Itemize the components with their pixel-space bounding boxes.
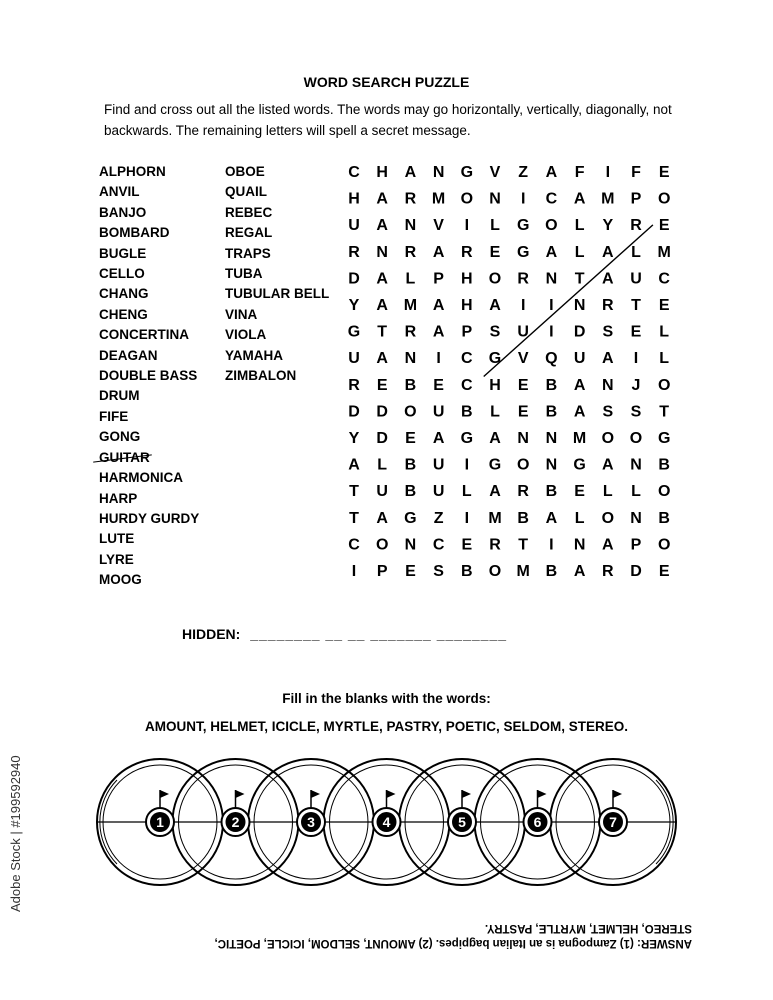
- grid-letter: I: [549, 536, 554, 554]
- grid-letter: L: [461, 483, 472, 501]
- grid-letter: I: [549, 323, 554, 341]
- word-list-item: HURDY GURDY: [99, 510, 200, 526]
- grid-letter: T: [349, 483, 359, 501]
- grid-letter: J: [631, 376, 641, 394]
- grid-letter: N: [630, 509, 642, 527]
- grid-letter: O: [629, 430, 643, 447]
- word-list-item: LYRE: [99, 551, 134, 567]
- flag-icon: [387, 790, 396, 798]
- grid-letter: G: [657, 430, 671, 447]
- grid-letter: Y: [602, 217, 614, 235]
- grid-letter: E: [658, 217, 670, 235]
- grid-letter: A: [602, 456, 614, 474]
- grid-letter: P: [461, 323, 473, 341]
- grid-letter: U: [432, 483, 445, 501]
- grid-letter: E: [574, 483, 585, 501]
- grid-letter: L: [490, 403, 500, 421]
- grid-letter: A: [573, 376, 586, 394]
- circle-number: 1: [156, 814, 164, 830]
- flag-icon: [311, 790, 320, 798]
- grid-letter: B: [545, 563, 558, 580]
- grid-letter: T: [349, 509, 359, 527]
- grid-letter: P: [433, 270, 444, 288]
- grid-letter: M: [488, 509, 502, 527]
- word-list-item: GUITAR: [99, 448, 199, 468]
- word-list-item: FIFE: [99, 408, 129, 424]
- word-list-column-1: [99, 162, 199, 591]
- grid-letter: U: [630, 270, 642, 288]
- circle-number: 2: [231, 814, 240, 830]
- grid-letter: E: [461, 536, 473, 554]
- grid-letter: A: [348, 456, 360, 474]
- circle-number: 3: [307, 814, 315, 830]
- grid-letter: A: [432, 430, 445, 447]
- grid-letter: I: [520, 190, 526, 208]
- grid-letter: Z: [433, 509, 444, 527]
- word-list-item: TUBULAR BELL: [225, 286, 330, 302]
- circle-number: 6: [533, 814, 542, 830]
- grid-letter: A: [602, 536, 614, 554]
- grid-letter: A: [376, 190, 388, 208]
- grid-letter: T: [659, 403, 670, 421]
- instructions: Find and cross out all the listed words. The words may go horizontally, vertically, diagonally, not backwards. The remaining letters will spell a secret message.: [104, 102, 672, 138]
- grid-letter: C: [461, 376, 473, 394]
- found-word-strike-line: [484, 225, 653, 377]
- word-list-item: BANJO: [99, 204, 147, 220]
- word-list-item: VINA: [225, 306, 258, 322]
- grid-letter: L: [631, 243, 641, 261]
- word-list-item: CELLO: [99, 266, 145, 282]
- grid-letter: B: [658, 509, 670, 527]
- stock-watermark-id: Adobe Stock | #199592940: [8, 755, 23, 912]
- grid-letter: H: [461, 270, 473, 288]
- word-list-item: ZIMBALON: [225, 368, 297, 384]
- grid-letter: N: [573, 297, 586, 314]
- word-list-item: REBEC: [225, 204, 273, 220]
- grid-letter: B: [404, 376, 417, 394]
- grid-letter: N: [517, 430, 529, 447]
- flag-icon: [236, 790, 245, 798]
- grid-letter: O: [488, 270, 502, 288]
- grid-letter: G: [347, 323, 361, 341]
- grid-letter: R: [489, 536, 501, 554]
- grid-letter: S: [489, 323, 501, 341]
- word-list-item: CONCERTINA: [99, 327, 189, 343]
- grid-letter: U: [348, 217, 360, 235]
- grid-letter: A: [602, 350, 614, 368]
- word-list-item: CHANG: [99, 286, 149, 302]
- grid-letter: O: [657, 483, 671, 501]
- grid-letter: D: [573, 323, 586, 341]
- grid-letter: R: [602, 297, 614, 314]
- word-list-item: YAMAHA: [225, 347, 284, 363]
- grid-letter: A: [573, 403, 586, 421]
- grid-letter: H: [348, 190, 360, 208]
- grid-letter: L: [574, 243, 585, 261]
- grid-letter: C: [348, 164, 360, 181]
- grid-letter: O: [657, 190, 671, 208]
- grid-letter: E: [517, 376, 529, 394]
- grid-letter: O: [545, 217, 558, 235]
- grid-letter: D: [348, 403, 360, 421]
- grid-letter: A: [376, 217, 388, 235]
- grid-letter: N: [545, 430, 558, 447]
- grid-letter: B: [658, 456, 670, 474]
- grid-letter: S: [433, 563, 444, 580]
- grid-letter: P: [376, 563, 388, 580]
- grid-letter: R: [461, 243, 473, 261]
- grid-letter: I: [464, 456, 470, 474]
- grid-letter: A: [432, 323, 445, 341]
- grid-letter: D: [630, 563, 642, 580]
- grid-letter: T: [377, 323, 388, 341]
- grid-letter: G: [516, 243, 530, 261]
- grid-letter: E: [630, 323, 642, 341]
- grid-letter: Y: [348, 297, 360, 314]
- grid-letter: Z: [518, 164, 529, 181]
- grid-letter: B: [461, 403, 473, 421]
- grid-letter: N: [376, 243, 388, 261]
- grid-letter: P: [630, 536, 642, 554]
- grid-letter: S: [630, 403, 642, 421]
- circle-number: 4: [382, 814, 391, 830]
- word-list-item: MOOG: [99, 572, 142, 588]
- grid-letter: A: [376, 270, 388, 288]
- grid-letter: B: [461, 563, 473, 580]
- grid-letter: H: [489, 376, 501, 394]
- grid-letter: U: [573, 350, 586, 368]
- grid-letter: A: [489, 483, 501, 501]
- word-list-item: TRAPS: [225, 245, 271, 261]
- grid-letter: N: [432, 164, 445, 181]
- hidden-message-line: [182, 626, 507, 642]
- grid-letter: D: [376, 430, 388, 447]
- word-list-item: LUTE: [99, 531, 135, 547]
- grid-letter: A: [573, 190, 586, 208]
- grid-letter: D: [348, 270, 360, 288]
- grid-letter: D: [376, 403, 388, 421]
- grid-letter: V: [517, 350, 529, 368]
- grid-letter: A: [489, 430, 501, 447]
- grid-letter: O: [375, 536, 389, 554]
- word-list-item: BOMBARD: [99, 225, 170, 241]
- word-list-item: DOUBLE BASS: [99, 368, 198, 384]
- grid-letter: I: [520, 297, 526, 314]
- grid-letter: N: [545, 270, 558, 288]
- grid-letter: M: [572, 430, 587, 447]
- word-list-item: OBOE: [225, 164, 265, 179]
- word-list-item: GONG: [99, 429, 141, 445]
- grid-letter: A: [376, 509, 388, 527]
- grid-letter: L: [405, 270, 416, 288]
- hidden-label: HIDDEN:: [182, 626, 241, 642]
- grid-letter: B: [517, 509, 529, 527]
- word-list-item: VIOLA: [225, 327, 267, 343]
- grid-letter: I: [464, 509, 470, 527]
- grid-letter: A: [376, 297, 388, 314]
- flag-icon: [160, 790, 169, 798]
- grid-letter: I: [605, 164, 611, 181]
- fill-in-word-list: AMOUNT, HELMET, ICICLE, MYRTLE, PASTRY, POETIC, SELDOM, STEREO.: [144, 719, 629, 734]
- grid-letter: N: [630, 456, 642, 474]
- grid-letter: A: [404, 164, 417, 181]
- grid-letter: C: [348, 536, 360, 554]
- grid-letter: M: [431, 190, 446, 208]
- grid-letter: L: [659, 350, 670, 368]
- grid-letter: B: [545, 376, 558, 394]
- word-list-column-2: [225, 162, 329, 386]
- grid-letter: R: [348, 243, 360, 261]
- grid-letter: M: [601, 190, 615, 208]
- grid-letter: L: [490, 217, 500, 235]
- grid-letter: R: [630, 217, 642, 235]
- word-list-item: DRUM: [99, 388, 140, 404]
- circle-number: 7: [609, 814, 617, 830]
- grid-letter: N: [573, 536, 586, 554]
- word-list-item: BUGLE: [99, 245, 147, 261]
- grid-letter: V: [489, 164, 501, 181]
- grid-letter: T: [518, 536, 529, 554]
- grid-letter: M: [403, 297, 418, 314]
- grid-letter: S: [602, 323, 614, 341]
- grid-letter: S: [602, 403, 614, 421]
- grid-letter: N: [545, 456, 558, 474]
- grid-letter: G: [460, 164, 474, 181]
- grid-letter: B: [545, 403, 558, 421]
- grid-letter: H: [376, 164, 388, 181]
- grid-letter: A: [376, 350, 388, 368]
- letter-grid: [340, 155, 680, 615]
- grid-letter: A: [489, 297, 501, 314]
- circle-chain-puzzle: [90, 742, 690, 902]
- grid-letter: E: [405, 563, 416, 580]
- grid-letter: N: [489, 190, 501, 208]
- grid-letter: L: [574, 217, 585, 235]
- grid-letter: E: [376, 376, 388, 394]
- puzzle-title: WORD SEARCH PUZZLE: [303, 74, 470, 90]
- grid-letter: I: [464, 217, 470, 235]
- grid-letter: F: [574, 164, 585, 181]
- word-list-item: CHENG: [99, 306, 148, 322]
- grid-letter: O: [657, 536, 671, 554]
- answer-line-2: STEREO, HELMET, MYRTLE, PASTRY.: [484, 922, 692, 934]
- grid-letter: R: [348, 376, 360, 394]
- grid-letter: G: [488, 456, 502, 474]
- grid-letter: G: [404, 509, 417, 527]
- grid-letter: R: [404, 190, 417, 208]
- grid-letter: L: [574, 509, 585, 527]
- grid-letter: U: [432, 403, 445, 421]
- grid-letter: I: [549, 297, 554, 314]
- grid-letter: O: [601, 509, 615, 527]
- circle-number: 5: [458, 814, 466, 830]
- grid-letter: C: [545, 190, 558, 208]
- grid-letter: N: [404, 217, 417, 235]
- grid-letter: U: [517, 323, 529, 341]
- grid-letter: A: [545, 509, 558, 527]
- grid-letter: L: [377, 456, 388, 474]
- grid-letter: L: [602, 483, 613, 501]
- grid-letter: R: [404, 323, 417, 341]
- grid-letter: T: [574, 270, 585, 288]
- grid-letter: E: [658, 164, 670, 181]
- answer-line-1: ANSWER: (1) Zampogna is an Italian bagpipes. (2) AMOUNT, SELDOM, ICICLE, POETIC,: [214, 937, 692, 949]
- grid-letter: R: [602, 563, 614, 580]
- word-list-item: ALPHORN: [99, 164, 166, 179]
- grid-letter: B: [545, 483, 558, 501]
- hidden-blanks: ________ __ __ _______ ________: [250, 626, 508, 642]
- grid-letter: R: [517, 483, 529, 501]
- upside-down-answer: [172, 920, 692, 950]
- word-list-item: ANVIL: [99, 184, 140, 200]
- grid-letter: A: [432, 243, 445, 261]
- grid-letter: C: [658, 270, 670, 288]
- grid-letter: B: [404, 483, 417, 501]
- fill-in-title: Fill in the blanks with the words:: [282, 691, 491, 706]
- grid-letter: I: [436, 350, 441, 368]
- grid-letter: A: [602, 270, 614, 288]
- grid-letter: F: [631, 164, 641, 181]
- grid-letter: T: [631, 297, 641, 314]
- grid-letter: U: [376, 483, 388, 501]
- grid-letter: A: [602, 243, 614, 261]
- grid-letter: G: [516, 217, 530, 235]
- grid-letter: C: [461, 350, 473, 368]
- grid-letter: A: [573, 563, 586, 580]
- grid-letter: B: [404, 456, 417, 474]
- grid-letter: Y: [348, 430, 360, 447]
- grid-letter: E: [517, 403, 529, 421]
- flag-icon: [538, 790, 547, 798]
- grid-letter: G: [488, 350, 502, 368]
- flag-icon: [613, 790, 622, 798]
- grid-letter: O: [601, 430, 615, 447]
- grid-letter: O: [488, 563, 502, 580]
- grid-letter: R: [517, 270, 529, 288]
- grid-letter: N: [404, 350, 417, 368]
- word-list-item: HARMONICA: [99, 470, 183, 486]
- grid-letter: A: [545, 164, 558, 181]
- word-list-item: HARP: [99, 490, 138, 506]
- grid-letter: U: [348, 350, 360, 368]
- grid-letter: O: [460, 190, 474, 208]
- grid-letter: E: [658, 563, 670, 580]
- grid-letter: E: [433, 376, 444, 394]
- word-list-item: DEAGAN: [99, 347, 158, 363]
- grid-letter: G: [460, 430, 474, 447]
- grid-letter: N: [602, 376, 614, 394]
- flag-icon: [462, 790, 471, 798]
- grid-letter: O: [657, 376, 671, 394]
- grid-letter: A: [432, 297, 445, 314]
- grid-letter: E: [405, 430, 416, 447]
- grid-letter: L: [631, 483, 641, 501]
- grid-letter: G: [573, 456, 586, 474]
- grid-letter: H: [461, 297, 473, 314]
- grid-letter: E: [489, 243, 501, 261]
- grid-letter: I: [633, 350, 639, 368]
- grid-letter: V: [433, 217, 444, 235]
- word-list-item: QUAIL: [225, 184, 267, 200]
- grid-letter: P: [630, 190, 642, 208]
- grid-letter: C: [432, 536, 445, 554]
- grid-letter: M: [657, 243, 671, 261]
- grid-letter: Q: [545, 350, 558, 368]
- grid-letter: I: [351, 563, 357, 580]
- word-list-item: TUBA: [225, 266, 263, 282]
- grid-letter: M: [516, 563, 530, 580]
- grid-letter: R: [404, 243, 417, 261]
- grid-letter: N: [404, 536, 417, 554]
- grid-letter: U: [432, 456, 445, 474]
- word-list-item: REGAL: [225, 225, 273, 241]
- grid-letter: L: [659, 323, 670, 341]
- grid-letter: A: [545, 243, 558, 261]
- grid-letter: E: [658, 297, 670, 314]
- grid-letter: O: [404, 403, 417, 421]
- grid-letter: O: [516, 456, 530, 474]
